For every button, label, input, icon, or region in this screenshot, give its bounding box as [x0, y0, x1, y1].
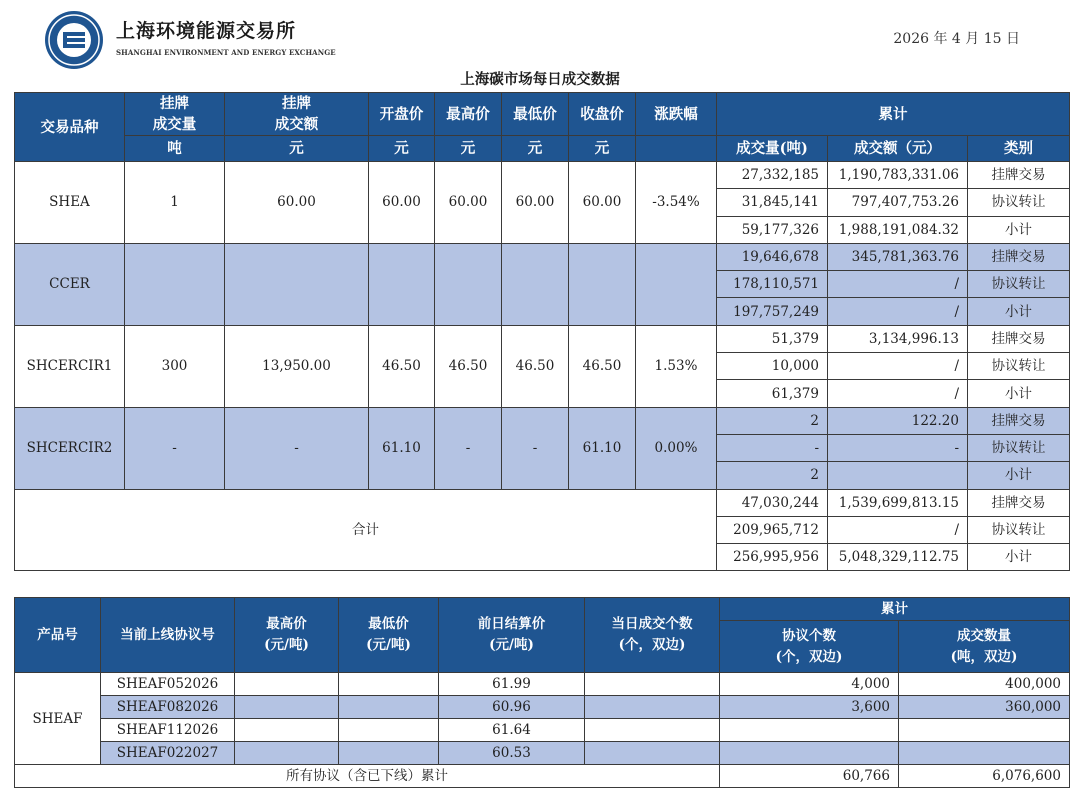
cum-type: 协议转让	[968, 353, 1070, 380]
cum-amount: /	[828, 271, 968, 298]
listed-volume: -	[125, 407, 225, 489]
cum-amount: 1,988,191,084.32	[828, 216, 968, 243]
cum-type: 协议转让	[968, 271, 1070, 298]
cum-type-header: 类别	[968, 136, 1070, 162]
table-row	[15, 407, 1070, 434]
total-amount: /	[828, 516, 968, 543]
cum-volume: -	[717, 434, 828, 461]
cum-volume: 10,000	[717, 353, 828, 380]
cum-type: 小计	[968, 298, 1070, 325]
high-price	[235, 696, 339, 719]
product-name: CCER	[15, 243, 125, 325]
low-price-header: 最低价 (元/吨)	[339, 598, 439, 673]
cum-amount: /	[828, 298, 968, 325]
listed-amount-header: 挂牌 成交额	[225, 93, 369, 136]
cum-amount: -	[828, 434, 968, 461]
price-change: 1.53%	[636, 325, 717, 407]
cum-volume-header: 成交量(吨)	[717, 136, 828, 162]
daily-count	[585, 696, 720, 719]
close-price: 61.10	[569, 407, 636, 489]
listed-amount: 13,950.00	[225, 325, 369, 407]
page-title: 上海碳市场每日成交数据	[460, 71, 620, 88]
total-label: 合计	[15, 489, 717, 571]
listed-volume	[125, 243, 225, 325]
listed-amount: -	[225, 407, 369, 489]
cum-amount	[828, 462, 968, 489]
open-unit: 元	[369, 136, 435, 162]
cumulative-header: 累计	[717, 93, 1070, 136]
product-name: SHCERCIR1	[15, 325, 125, 407]
open-price: 46.50	[369, 325, 435, 407]
cum-volume: 197,757,249	[717, 298, 828, 325]
total-row	[15, 489, 1070, 516]
total-cum-volume: 6,076,600	[899, 765, 1070, 788]
close-price: 46.50	[569, 325, 636, 407]
daily-count	[585, 673, 720, 696]
open-header: 开盘价	[369, 93, 435, 136]
price-change: 0.00%	[636, 407, 717, 489]
cum-volume: 61,379	[717, 380, 828, 407]
listed-volume: 300	[125, 325, 225, 407]
low-price	[502, 243, 569, 325]
cum-type: 小计	[968, 462, 1070, 489]
high-price	[235, 719, 339, 742]
total-type: 小计	[968, 544, 1070, 571]
total-volume: 47,030,244	[717, 489, 828, 516]
cum-type: 挂牌交易	[968, 162, 1070, 189]
report-date: 2026 年 4 月 15 日	[893, 31, 1020, 47]
cum-type: 协议转让	[968, 189, 1070, 216]
listed-volume-unit: 吨	[125, 136, 225, 162]
product-no-header: 产品号	[15, 598, 101, 673]
high-price-header: 最高价 (元/吨)	[235, 598, 339, 673]
product-header: 交易品种	[15, 93, 125, 162]
cum-volume: 400,000	[899, 673, 1070, 696]
high-price	[435, 243, 502, 325]
contract-header: 当前上线协议号	[101, 598, 235, 673]
cum-volume	[899, 742, 1070, 765]
cum-amount: 797,407,753.26	[828, 189, 968, 216]
cum-count	[720, 742, 899, 765]
price-change: -3.54%	[636, 162, 717, 244]
low-price	[339, 742, 439, 765]
cum-type: 协议转让	[968, 434, 1070, 461]
low-price: -	[502, 407, 569, 489]
cum-volume	[899, 719, 1070, 742]
open-price	[369, 243, 435, 325]
total-row	[15, 765, 1070, 788]
close-header: 收盘价	[569, 93, 636, 136]
header-row	[15, 93, 1070, 136]
settle-price-header: 前日结算价 (元/吨)	[439, 598, 585, 673]
settle-price: 61.64	[439, 719, 585, 742]
exchange-logo-icon	[44, 10, 104, 70]
table-row	[15, 742, 1070, 765]
listed-volume-header: 挂牌 成交量	[125, 93, 225, 136]
total-label: 所有协议（含已下线）累计	[15, 765, 720, 788]
low-header: 最低价	[502, 93, 569, 136]
contract-id: SHEAF112026	[101, 719, 235, 742]
contract-id: SHEAF022027	[101, 742, 235, 765]
close-unit: 元	[569, 136, 636, 162]
cum-amount: /	[828, 353, 968, 380]
change-header: 涨跌幅	[636, 93, 717, 136]
listed-volume: 1	[125, 162, 225, 244]
low-price	[339, 719, 439, 742]
product-name: SHCERCIR2	[15, 407, 125, 489]
cum-volume: 31,845,141	[717, 189, 828, 216]
org-name-en: SHANGHAI ENVIRONMENT AND ENERGY EXCHANGE	[116, 48, 336, 57]
open-price: 60.00	[369, 162, 435, 244]
low-price: 46.50	[502, 325, 569, 407]
org-name-cn: 上海环境能源交易所	[116, 20, 297, 42]
table-row	[15, 673, 1070, 696]
high-price: -	[435, 407, 502, 489]
cum-count	[720, 719, 899, 742]
total-amount: 5,048,329,112.75	[828, 544, 968, 571]
change-unit	[636, 136, 717, 162]
daily-count-header: 当日成交个数 (个，双边)	[585, 598, 720, 673]
low-price: 60.00	[502, 162, 569, 244]
price-change	[636, 243, 717, 325]
cum-volume: 51,379	[717, 325, 828, 352]
cum-count-header: 协议个数 (个，双边)	[720, 621, 899, 673]
cum-type: 小计	[968, 216, 1070, 243]
total-cum-count: 60,766	[720, 765, 899, 788]
high-unit: 元	[435, 136, 502, 162]
total-type: 协议转让	[968, 516, 1070, 543]
total-volume: 256,995,956	[717, 544, 828, 571]
close-price: 60.00	[569, 162, 636, 244]
high-price: 46.50	[435, 325, 502, 407]
cum-count: 4,000	[720, 673, 899, 696]
low-price	[339, 673, 439, 696]
daily-count	[585, 719, 720, 742]
low-unit: 元	[502, 136, 569, 162]
cum-volume: 27,332,185	[717, 162, 828, 189]
cum-volume: 59,177,326	[717, 216, 828, 243]
daily-trading-table	[14, 92, 1070, 571]
cum-volume: 2	[717, 462, 828, 489]
settle-price: 61.99	[439, 673, 585, 696]
cum-volume: 19,646,678	[717, 243, 828, 270]
cum-volume: 360,000	[899, 696, 1070, 719]
table-row	[15, 325, 1070, 352]
cum-amount: 3,134,996.13	[828, 325, 968, 352]
table-row	[15, 162, 1070, 189]
cum-type: 小计	[968, 380, 1070, 407]
table-row	[15, 719, 1070, 742]
settle-price: 60.53	[439, 742, 585, 765]
cum-type: 挂牌交易	[968, 407, 1070, 434]
contract-id: SHEAF052026	[101, 673, 235, 696]
product-name: SHEA	[15, 162, 125, 244]
cum-amount: 345,781,363.76	[828, 243, 968, 270]
high-price	[235, 742, 339, 765]
high-header: 最高价	[435, 93, 502, 136]
settle-price: 60.96	[439, 696, 585, 719]
product-no: SHEAF	[15, 673, 101, 765]
listed-amount-unit: 元	[225, 136, 369, 162]
cum-volume: 2	[717, 407, 828, 434]
forward-contract-table	[14, 597, 1070, 788]
total-amount: 1,539,699,813.15	[828, 489, 968, 516]
cum-amount: /	[828, 380, 968, 407]
contract-id: SHEAF082026	[101, 696, 235, 719]
listed-amount	[225, 243, 369, 325]
header-row	[15, 598, 1070, 621]
cum-count: 3,600	[720, 696, 899, 719]
cum-volume-header: 成交数量 (吨，双边)	[899, 621, 1070, 673]
cumulative-header: 累计	[720, 598, 1070, 621]
cum-amount: 1,190,783,331.06	[828, 162, 968, 189]
table-row	[15, 243, 1070, 270]
cum-type: 挂牌交易	[968, 325, 1070, 352]
table-row	[15, 696, 1070, 719]
listed-amount: 60.00	[225, 162, 369, 244]
cum-type: 挂牌交易	[968, 243, 1070, 270]
cum-amount: 122.20	[828, 407, 968, 434]
high-price: 60.00	[435, 162, 502, 244]
open-price: 61.10	[369, 407, 435, 489]
high-price	[235, 673, 339, 696]
unit-row	[15, 136, 1070, 162]
cum-amount-header: 成交额（元）	[828, 136, 968, 162]
close-price	[569, 243, 636, 325]
total-type: 挂牌交易	[968, 489, 1070, 516]
cum-volume: 178,110,571	[717, 271, 828, 298]
daily-count	[585, 742, 720, 765]
low-price	[339, 696, 439, 719]
total-volume: 209,965,712	[717, 516, 828, 543]
